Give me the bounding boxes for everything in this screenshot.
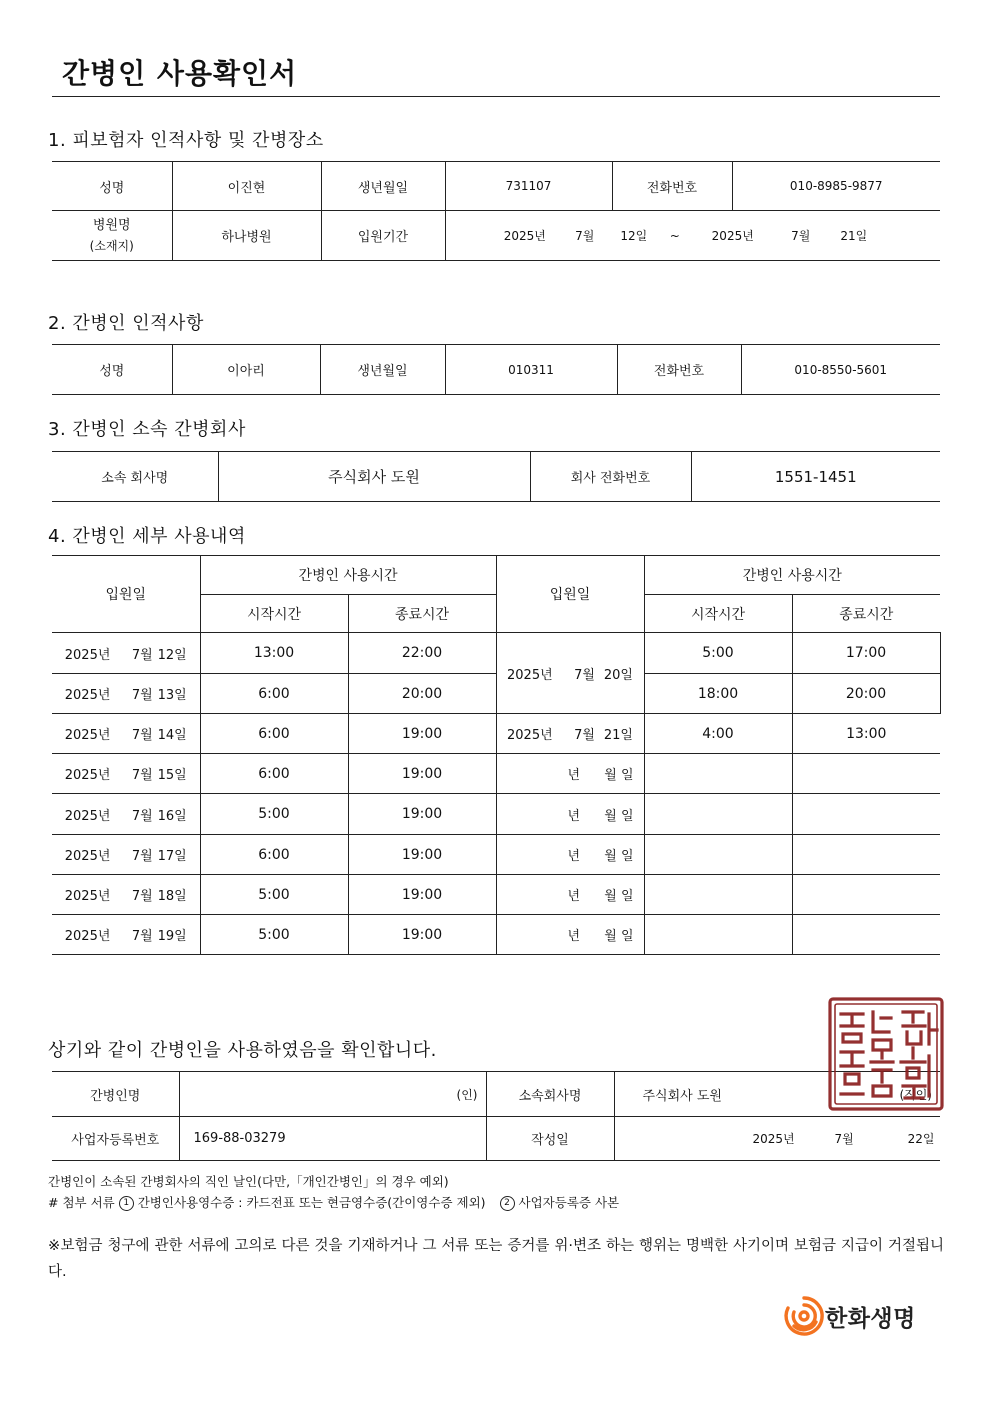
right-start-time-4 [644, 835, 792, 875]
circled-number-1: 1 [119, 1196, 134, 1211]
caregiver-name: 이아리 [172, 345, 320, 395]
left-start-time-1: 6:00 [200, 674, 348, 714]
company-seal-stamp [827, 996, 945, 1112]
insured-phone-label: 전화번호 [612, 162, 732, 211]
right-date-2: 년 월 일 [496, 754, 644, 794]
company-seal-mark: (직인) [899, 1088, 932, 1102]
table-row [52, 633, 940, 674]
title-divider [52, 96, 940, 97]
right-end-time-0b: 20:00 [792, 674, 940, 714]
section2-heading: 2. 간병인 인적사항 [48, 313, 204, 334]
fraud-warning: ※보험금 청구에 관한 서류에 고의로 다른 것을 기재하거나 그 서류 또는 증거를 위·변조 하는 행위는 명백한 사기이며 보험금 지급이 거절됩니다. [48, 1238, 944, 1280]
left-date-0: 2025년 7월 12일 [52, 633, 200, 674]
left-start-time-0: 13:00 [200, 633, 348, 674]
insured-info-table [52, 161, 940, 261]
right-end-time-5 [792, 875, 940, 915]
right-end-time-4 [792, 835, 940, 875]
col-header-time-left: 간병인 사용시간 [200, 556, 496, 595]
caregiver-sign-field[interactable] [179, 1072, 486, 1117]
hanwha-swirl-icon [780, 1292, 828, 1340]
right-date-1: 2025년 7월 21일 [496, 714, 644, 754]
left-end-time-0: 22:00 [348, 633, 496, 674]
right-end-time-0: 17:00 [792, 633, 940, 674]
write-date-label: 작성일 [486, 1117, 614, 1161]
table-row [52, 875, 940, 915]
right-date-4: 년 월 일 [496, 835, 644, 875]
left-start-time-2: 6:00 [200, 714, 348, 754]
left-end-time-2: 19:00 [348, 714, 496, 754]
company-phone: 1551-1451 [691, 452, 940, 502]
section1-heading: 1. 피보험자 인적사항 및 간병장소 [48, 130, 324, 151]
table-row [52, 754, 940, 794]
left-date-5: 2025년 7월 17일 [52, 835, 200, 875]
left-date-3: 2025년 7월 15일 [52, 754, 200, 794]
right-date-5: 년 월 일 [496, 875, 644, 915]
right-end-time-6 [792, 915, 940, 955]
right-date-0: 2025년 7월 20일 [496, 633, 644, 714]
company-info-table [52, 451, 940, 502]
left-date-4: 2025년 7월 16일 [52, 794, 200, 835]
section4-heading: 4. 간병인 세부 사용내역 [48, 526, 246, 547]
col-header-time-right: 간병인 사용시간 [644, 556, 940, 595]
biz-no-label: 사업자등록번호 [52, 1117, 179, 1161]
page-title: 간병인 사용확인서 [62, 57, 298, 90]
left-end-time-5: 19:00 [348, 835, 496, 875]
right-start-time-0: 5:00 [644, 633, 792, 674]
right-date-6: 년 월 일 [496, 915, 644, 955]
insured-phone: 010-8985-9877 [732, 162, 940, 211]
left-date-1: 2025년 7월 13일 [52, 674, 200, 714]
signature-table [52, 1071, 940, 1161]
right-end-time-2 [792, 754, 940, 794]
insured-birth-label: 생년월일 [321, 162, 445, 211]
col-header-start-right: 시작시간 [644, 595, 792, 633]
left-start-time-7: 5:00 [200, 915, 348, 955]
caregiver-phone-label: 전화번호 [617, 345, 741, 395]
right-end-time-3 [792, 794, 940, 835]
left-start-time-4: 5:00 [200, 794, 348, 835]
table-row [52, 915, 940, 955]
caregiver-phone: 010-8550-5601 [741, 345, 940, 395]
table-row [52, 835, 940, 875]
write-date: 2025년 7월 22일 [614, 1117, 940, 1161]
logo-text: 한화생명 [825, 1306, 916, 1332]
admission-period: 2025년 7월 12일 ~ 2025년 7월 21일 [445, 211, 940, 261]
left-end-time-3: 19:00 [348, 754, 496, 794]
usage-rows [52, 633, 940, 955]
table-row [52, 714, 940, 754]
caregiver-birth-label: 생년월일 [320, 345, 445, 395]
right-start-time-0b: 18:00 [644, 674, 792, 714]
left-start-time-6: 5:00 [200, 875, 348, 915]
section3-heading: 3. 간병인 소속 간병회사 [48, 419, 246, 440]
col-header-date-right: 입원일 [496, 556, 644, 633]
hospital-name: 하나병원 [172, 211, 321, 261]
left-date-6: 2025년 7월 18일 [52, 875, 200, 915]
insured-birth: 731107 [445, 162, 612, 211]
right-start-time-5 [644, 875, 792, 915]
circled-number-2: 2 [500, 1196, 515, 1211]
right-end-time-1: 13:00 [792, 714, 940, 754]
company-phone-label: 회사 전화번호 [530, 452, 691, 502]
col-header-date-left: 입원일 [52, 556, 200, 633]
seal-note: 간병인이 소속된 간병회사의 직인 날인(다만,「개인간병인」의 경우 예외) [48, 1174, 449, 1189]
right-date-3: 년 월 일 [496, 794, 644, 835]
left-end-time-7: 19:00 [348, 915, 496, 955]
right-start-time-1: 4:00 [644, 714, 792, 754]
right-start-time-2 [644, 754, 792, 794]
company-sign-field: 주식회사 도원 (직인) [614, 1072, 940, 1117]
hospital-label: 병원명 (소재지) [52, 211, 172, 261]
right-start-time-6 [644, 915, 792, 955]
left-start-time-5: 6:00 [200, 835, 348, 875]
hanwha-logo [780, 1292, 940, 1340]
usage-detail-table [52, 555, 941, 955]
company-name-label: 소속 회사명 [52, 452, 218, 502]
company-sign-label: 소속회사명 [486, 1072, 614, 1117]
right-start-time-3 [644, 794, 792, 835]
col-header-start-left: 시작시간 [200, 595, 348, 633]
caregiver-birth: 010311 [445, 345, 617, 395]
company-name: 주식회사 도원 [218, 452, 530, 502]
left-end-time-6: 19:00 [348, 875, 496, 915]
left-date-2: 2025년 7월 14일 [52, 714, 200, 754]
left-start-time-3: 6:00 [200, 754, 348, 794]
biz-no: 169-88-03279 [179, 1117, 486, 1161]
seal-mark: (인) [456, 1087, 478, 1102]
col-header-end-left: 종료시간 [348, 595, 496, 633]
confirm-statement: 상기와 같이 간병인을 사용하였음을 확인합니다. [48, 1040, 437, 1061]
insured-name-label: 성명 [52, 162, 172, 211]
table-row [52, 794, 940, 835]
caregiver-sign-label: 간병인명 [52, 1072, 179, 1117]
left-end-time-1: 20:00 [348, 674, 496, 714]
attachment-note: # 첨부 서류 1 간병인사용영수증 : 카드전표 또는 현금영수증(간이영수증 제외) 2 사업자등록증 사본 [48, 1195, 620, 1210]
col-header-end-right: 종료시간 [792, 595, 940, 633]
period-label: 입원기간 [321, 211, 445, 261]
caregiver-info-table [52, 344, 940, 395]
left-date-7: 2025년 7월 19일 [52, 915, 200, 955]
caregiver-name-label: 성명 [52, 345, 172, 395]
insured-name: 이진현 [172, 162, 321, 211]
left-end-time-4: 19:00 [348, 794, 496, 835]
